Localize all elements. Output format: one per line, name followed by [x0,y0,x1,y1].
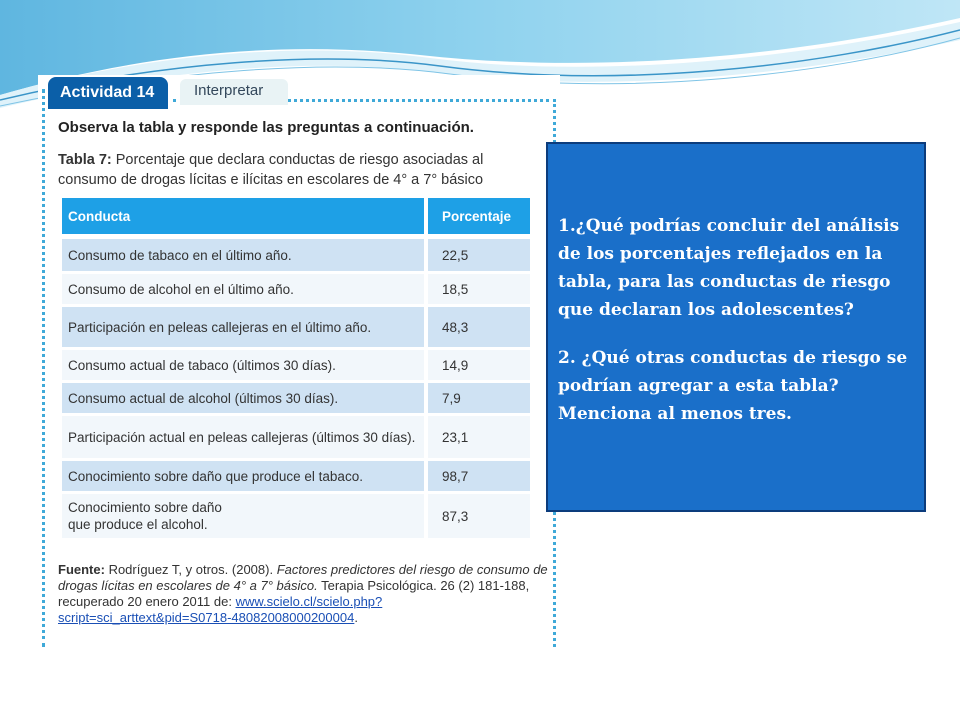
risk-behavior-table [62,198,530,541]
row-porcentaje: 23,1 [428,416,530,458]
row-porcentaje: 48,3 [428,307,530,347]
table-row [62,461,530,491]
table-row [62,494,530,538]
row-conducta: Consumo actual de alcohol (últimos 30 días). [62,383,424,413]
table-row [62,239,530,271]
caption-text: Porcentaje que declara conductas de riesgo asociadas al consumo de drogas lícitas e ilícitas en escolares de 4° a 7° básico [58,152,484,188]
instruction-text: Observa la tabla y responde las preguntas a continuación. [58,119,474,136]
row-conducta: Conocimiento sobre daño que produce el tabaco. [62,461,424,491]
questions-box [546,142,926,512]
row-conducta: Consumo actual de tabaco (últimos 30 días). [62,350,424,380]
row-porcentaje: 22,5 [428,239,530,271]
activity-tab-label: Actividad 14 [48,77,168,109]
row-porcentaje: 98,7 [428,461,530,491]
question-2: 2. ¿Qué otras conductas de riesgo se podrían agregar a esta tabla? Menciona al menos tres. [558,348,908,424]
textbook-activity-panel [38,75,560,647]
row-porcentaje: 87,3 [428,494,530,538]
source-journal: Terapia Psicológica. 26 (2) 181-188, recuperado 20 enero 2011 de: [58,578,530,609]
row-conducta: Participación en peleas callejeras en el último año. [62,307,424,347]
row-porcentaje: 14,9 [428,350,530,380]
source-end: . [354,610,358,625]
row-conducta: Conocimiento sobre daño que produce el alcohol. [62,494,424,538]
header-conducta: Conducta [62,198,424,234]
source-link[interactable]: www.scielo.cl/scielo.php?script=sci_arttext&pid=S0718-48082008000200004 [58,594,383,625]
row-conducta: Participación actual en peleas callejeras (últimos 30 días). [62,416,424,458]
caption-label: Tabla 7: [58,152,112,168]
dotted-border-left [42,89,45,647]
table-source [58,562,548,626]
table-row [62,274,530,304]
row-porcentaje: 7,9 [428,383,530,413]
source-title: Factores predictores del riesgo de consumo de drogas lícitas en escolares de 4° a 7° básico. [58,562,548,593]
question-1: 1.¿Qué podrías concluir del análisis de los porcentajes reflejados en la tabla, para las conductas de riesgo que declaran los adolescentes? [558,216,900,320]
header-porcentaje: Porcentaje [428,198,530,234]
table-caption [58,150,528,190]
table-row [62,307,530,347]
source-authors: Rodríguez T, y otros. (2008). [104,562,277,577]
row-porcentaje: 18,5 [428,274,530,304]
table-row [62,350,530,380]
table-row [62,416,530,458]
source-label: Fuente: [58,562,105,577]
interpret-tab-label: Interpretar [180,79,288,105]
row-conducta: Consumo de alcohol en el último año. [62,274,424,304]
table-header-row [62,198,530,234]
table-row [62,383,530,413]
row-conducta: Consumo de tabaco en el último año. [62,239,424,271]
